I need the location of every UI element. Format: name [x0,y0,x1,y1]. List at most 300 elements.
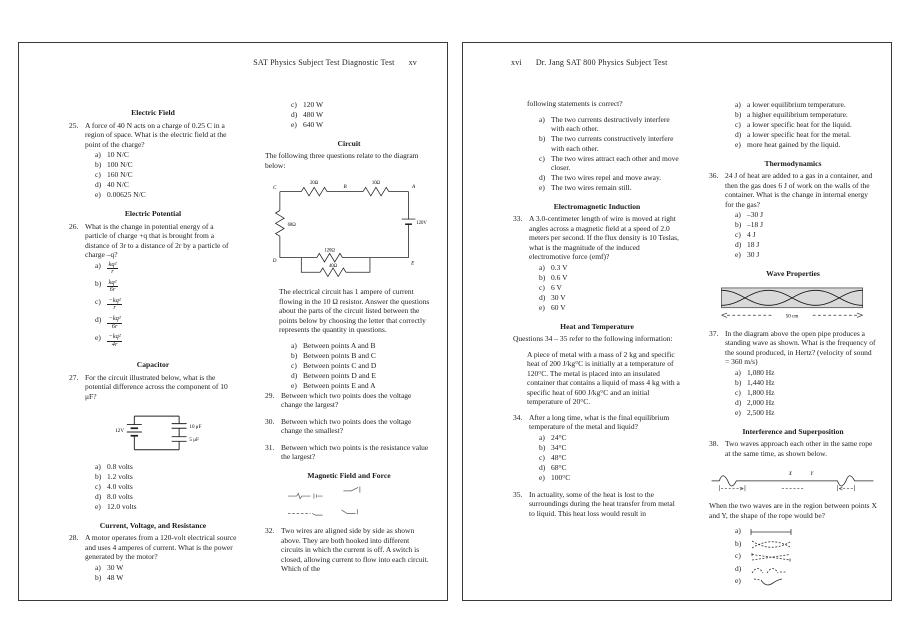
question-text: A 3.0-centimeter length of wire is moved at right angles across a magnetic field at a speed of 2.0 meters per second. If the flux density is 10 Teslas, what is the magnitude of the induced electromotive force (emf)? [529,214,679,261]
option-text: 30 V [551,292,566,302]
wave-sketch-single-dip [747,575,797,588]
question-number: 31. [265,442,275,452]
answer-option [95,190,237,200]
question-body [529,214,681,313]
answer-option [291,120,433,130]
answer-option [291,371,433,381]
option-letter: b) [291,350,298,360]
option-letter: c) [95,170,101,179]
option-text: 120 W [303,100,324,109]
option-letter: a) [95,150,101,159]
options-list [69,462,237,512]
answer-option [95,315,237,333]
wave-sketch-crossing-pulses [747,538,797,551]
option-text: 1.2 volts [107,472,133,482]
rope-waves-diagram [709,465,876,495]
question-text: What is the change in potential energy of a particle of charge +q that is brought from a distance of 3r to a distance of 2r by a particle of charge –q? [85,221,229,259]
two-wires-figure [265,483,433,523]
fraction-denominator: r [111,268,114,276]
option-letter: a) [95,462,101,472]
answer-option [735,564,877,576]
option-letter: c) [291,100,297,109]
node-c-label: C [273,185,277,192]
answer-option [735,110,877,120]
question-number: 25. [69,120,79,130]
option-letter: b) [95,160,102,169]
answer-option [735,250,877,260]
fraction-value [107,334,122,348]
option-letter: e) [291,120,297,129]
answer-option [539,263,681,273]
paragraph: following statements is correct? [527,99,623,108]
options-list [529,263,681,313]
answer-option [539,473,681,483]
option-text: The two wires repel and move away. [551,173,662,182]
question-number: 32. [265,526,275,535]
fraction-numerator: kq² [108,278,117,286]
question-number: 26. [69,221,79,231]
question-25 [69,121,237,201]
option-letter: d) [291,110,298,119]
fraction-numerator: −kq² [108,296,121,304]
answer-option [95,333,237,351]
option-text: a lower specific heat for the metal. [747,130,851,139]
paragraph: Questions 34 – 35 refer to the following information: [513,334,673,343]
question-text: 24 J of heat are added to a gas in a container, and then the gas does 6 J of work on the walls of the container. What is the change in internal energy for the gas? [725,171,873,209]
wave-sketch [747,575,797,588]
fraction-value [107,316,122,330]
option-text: 4.0 volts [107,482,133,492]
answer-option [735,230,877,240]
pipe-length-label: 50 cm [785,312,799,319]
option-letter: b) [735,377,742,387]
option-letter: b) [539,272,546,282]
options-list [709,100,877,150]
option-text: Between points D and E [303,370,376,380]
question-34 [513,413,681,483]
capacitor-circuit-diagram [97,408,209,456]
answer-option [95,180,237,190]
option-letter: d) [539,173,546,182]
question-body [281,417,433,436]
answer-option [291,351,433,361]
answer-option [735,240,877,250]
option-letter: a) [539,262,545,272]
option-text: a higher equilibrium temperature. [747,110,848,119]
two-wires-diagram [281,483,385,523]
question-body [725,329,877,418]
option-text: 48°C [551,452,567,462]
question-text: Two wires are aligned side by side as shown above. They are both hooked into different circuits in which the current is off. A switch is closed, allowing current to flow into each circuit. Which of the [281,526,429,573]
page-number: xvi [511,58,522,67]
option-text: a lower equilibrium temperature. [747,100,846,109]
option-letter: e) [735,140,741,149]
point-x-label: X [788,470,792,477]
answer-option [735,368,877,378]
answer-option [735,120,877,130]
answer-option [95,502,237,512]
option-letter: b) [735,220,742,229]
question-30 [265,417,433,436]
option-letter: b) [735,538,742,548]
running-title: SAT Physics Subject Test Diagnostic Test [253,58,395,67]
options-list [513,115,681,193]
answer-option [539,303,681,313]
option-letter: d) [735,397,742,407]
answer-option [539,453,681,463]
left-page-columns [69,99,433,594]
fraction-numerator: kq² [108,260,117,268]
fraction-numerator: −kq² [108,315,121,323]
option-letter: d) [735,563,742,573]
answer-option [539,273,681,283]
answer-option [735,551,877,563]
option-letter: d) [539,462,546,472]
section-heading: Capacitor [136,360,170,370]
option-text: 10 N/C [107,150,129,159]
option-letter: a) [735,526,741,535]
resistor-10-label: 10Ω [371,180,381,186]
main-circuit-figure [265,176,433,281]
option-letter: b) [95,572,102,582]
option-letter: b) [735,110,742,119]
answer-option [735,408,877,418]
option-text: –18 J [747,220,764,229]
option-letter: c) [735,387,741,397]
option-letter: d) [735,240,742,249]
answer-option [95,462,237,472]
options-list [709,526,877,588]
option-letter: a) [539,432,545,442]
question-36 [709,171,877,260]
answer-option [95,573,237,583]
fraction-numerator: −kq² [108,333,121,341]
question-number: 34. [513,412,523,422]
option-letter: d) [95,492,102,502]
paragraph: The electrical circuit has 1 ampere of current flowing in the 10 Ω resistor. Answer the questions about the parts of the circuit listed between the points below by choosing the letter that correctly represents the quantity in questions. [279,287,430,334]
option-text: 2,500 Hz [747,407,775,417]
question-number: 35. [513,489,523,499]
option-text: 0.00625 N/C [107,190,146,199]
fraction-denominator: r [113,304,116,312]
point-y-label: Y [810,470,814,477]
question-number: 36. [709,171,719,180]
option-text: 0.8 volts [107,462,133,472]
answer-option [291,381,433,391]
resistor-20-label: 20Ω [310,180,319,186]
option-letter: a) [95,562,101,572]
option-text: 12.0 volts [107,502,137,512]
section-heading: Heat and Temperature [560,321,634,331]
question-text: In actuality, some of the heat is lost to the surroundings during the heat transfer from metal to liquid. This heat loss would result in [529,489,675,518]
option-letter: e) [539,472,545,482]
paragraph: When the two waves are in the region between points X and Y, the shape of the rope would be? [709,501,877,520]
answer-option [539,433,681,443]
option-letter: e) [95,502,101,512]
options-list [265,341,433,391]
question-text: A motor operates from a 120-volt electrical source and uses 4 amperes of current. What is the power generated by the motor? [85,533,237,562]
section-heading: Current, Voltage, and Resistance [99,520,207,530]
capacitor-bottom-label: 5 μF [189,437,199,444]
option-text: a lower specific heat for the liquid. [747,120,852,129]
battery-label: 12V [115,428,125,435]
resistor-120-label: 120Ω [324,248,335,254]
answer-option [539,283,681,293]
wave-sketch [747,538,797,551]
question-28 [69,533,237,583]
question-text: In the diagram above the open pipe produces a standing wave as shown. What is the frequency of the sound produced, in Hertz? (velocity of sound = 360 m/s) [725,328,876,366]
wave-sketch [747,525,797,538]
node-e-label: E [411,260,415,267]
option-text: 30 W [107,562,124,572]
answer-option [735,388,877,398]
question-text: After a long time, what is the final equilibrium temperature of the metal and liquid? [529,412,670,431]
section-heading: Circuit [337,138,361,148]
section-heading: Wave Properties [766,269,820,278]
option-letter: e) [539,183,545,192]
wave-sketch-flat-line [747,525,797,538]
left-page [18,42,448,601]
option-letter: c) [539,282,545,292]
option-letter: d) [735,130,742,139]
right-page-columns [513,99,877,594]
answer-option [735,220,877,230]
answer-option [95,563,237,573]
option-letter: e) [95,190,101,199]
node-a-label: A [411,184,416,191]
option-letter: c) [291,360,297,370]
option-text: 0.6 V [551,272,568,282]
answer-option [539,463,681,473]
answer-option [735,378,877,388]
option-letter: a) [95,260,101,270]
option-text: 40 N/C [107,180,129,189]
option-letter: e) [735,576,741,585]
answer-option [735,140,877,150]
question-32 [265,526,433,574]
option-letter: e) [539,302,545,312]
option-text: 640 W [303,120,324,129]
option-text: Between points A and B [303,340,376,350]
question-body [529,413,681,483]
question-text: Between which two points is the resistance value the largest? [281,442,429,461]
option-letter: e) [95,333,101,343]
option-text: 8.0 volts [107,492,133,502]
option-letter: e) [291,380,297,390]
answer-option [95,170,237,180]
answer-option [539,115,681,134]
capacitor-top-label: 10 μF [189,424,202,431]
node-b-label: B [343,184,347,191]
question-number: 28. [69,533,79,543]
standing-wave-pipe-diagram [713,283,873,323]
question-text: Between which two points does the voltage change the largest? [281,390,412,409]
answer-option [735,526,877,538]
right-page-column-1 [513,99,681,594]
option-letter: d) [95,315,102,325]
answer-option [539,183,681,193]
fraction-value [107,262,118,276]
options-list [725,368,877,418]
option-text: 34°C [551,442,567,452]
option-text: The two wires remain still. [551,183,632,192]
option-letter: c) [539,452,545,462]
option-letter: d) [95,180,102,189]
option-letter: c) [95,482,101,492]
option-text: Between points C and D [303,360,377,370]
section-heading: Electromagnetic Induction [553,201,641,211]
question-38 [709,439,877,458]
question-body [725,171,877,260]
section-heading: Magnetic Field and Force [307,470,391,480]
options-list [85,261,237,351]
question-number: 38. [709,439,719,448]
answer-option [95,160,237,170]
option-text: 1,080 Hz [747,367,775,377]
option-text: 160 N/C [107,170,133,179]
section-heading: Thermodynamics [764,158,822,168]
answer-option [539,134,681,153]
option-text: 24°C [551,432,567,442]
answer-option [735,539,877,551]
answer-option [95,297,237,315]
question-37 [709,329,877,418]
option-letter: c) [539,153,545,163]
question-number: 33. [513,214,523,223]
option-text: 48 W [107,572,124,582]
paragraph: A piece of metal with a mass of 2 kg and specific heat of 200 J/kg°C is initially at a temperature of 120°C. The metal is placed into an insulated container that contains a liquid of mass 4 kg with a specific heat of 600 J/kg°C and an initial temperature of 20°C. [527,349,680,406]
wave-sketch-two-humps [747,563,797,576]
question-text: For the circuit illustrated below, what is the potential difference across the component of 10 μF? [85,372,228,401]
right-page [462,42,892,601]
question-body [529,490,681,519]
option-text: 100°C [551,472,571,482]
answer-option [95,482,237,492]
answer-option [735,100,877,110]
page-number: xv [408,58,417,67]
answer-option [735,576,877,588]
option-text: 60 V [551,302,566,312]
question-text: A force of 40 N acts on a charge of 0.25 C in a region of space. What is the electric field at the point of the charge? [85,120,227,149]
answer-option [95,492,237,502]
option-text: The two wires attract each other and move closer. [551,153,679,172]
resistor-40-label: 40Ω [328,264,338,270]
pipe-wave-figure [709,283,877,323]
right-page-column-2 [709,99,877,594]
option-text: 1,800 Hz [747,387,775,397]
option-text: –30 J [747,210,764,219]
option-text: more heat gained by the liquid. [747,140,841,149]
question-35 [513,490,681,519]
option-letter: d) [291,370,298,380]
wave-sketch [747,563,797,576]
left-page-header [253,58,417,67]
options-list [529,433,681,483]
option-text: 2,000 Hz [747,397,775,407]
paragraph: The following three questions relate to the diagram below: [265,151,419,170]
fraction-value [107,298,122,312]
answer-option [95,150,237,160]
option-letter: e) [735,250,741,259]
answer-option [539,443,681,453]
series-parallel-circuit-diagram [267,176,430,281]
question-text: Between which two points does the voltage change the smallest? [281,416,412,435]
question-body [85,373,237,402]
question-body [281,526,433,574]
answer-option [291,341,433,351]
question-body [281,443,433,462]
battery-120v-label: 120V [416,221,427,227]
option-text: 6 V [551,282,562,292]
options-list [85,563,237,583]
question-body [85,121,237,201]
option-text: 1,440 Hz [747,377,775,387]
option-letter: a) [291,340,297,350]
options-list [265,100,433,130]
answer-option [95,261,237,279]
answer-option [291,110,433,120]
option-letter: d) [539,292,546,302]
option-text: Between points B and C [303,350,376,360]
answer-option [735,130,877,140]
answer-option [291,361,433,371]
option-text: 30 J [747,250,760,259]
options-list [725,210,877,260]
answer-option [539,173,681,183]
question-text: Two waves approach each other in the same rope at the same time, as shown below. [725,439,873,458]
answer-option [735,210,877,220]
answer-option [539,154,681,173]
option-letter: a) [735,100,741,109]
option-text: 480 W [303,110,324,119]
fraction-denominator: 6r [109,286,116,294]
wave-sketch-shallow-crossing [747,550,797,563]
section-heading: Electric Potential [124,209,182,218]
option-letter: c) [735,120,741,129]
question-body [725,439,877,458]
option-letter: e) [735,407,741,417]
option-letter: b) [95,472,102,482]
fraction-denominator: 6r [111,322,118,330]
fraction-denominator: 4r [111,340,118,348]
node-d-label: D [272,257,277,264]
question-body [281,391,433,410]
left-page-column-2 [265,99,433,594]
options-list [85,150,237,200]
resistor-60-label: 60Ω [287,222,296,228]
option-letter: a) [735,367,741,377]
question-number: 29. [265,390,275,400]
left-page-column-1 [69,99,237,594]
capacitor-circuit-figure [69,408,237,456]
option-text: 100 N/C [107,160,133,169]
running-title: Dr. Jang SAT 800 Physics Subject Test [535,58,668,67]
question-number: 37. [709,328,719,338]
answer-option [735,398,877,408]
answer-option [95,279,237,297]
question-number: 30. [265,416,275,426]
wave-sketch [747,550,797,563]
option-letter: c) [735,551,741,560]
rope-waves-figure [709,465,877,495]
option-letter: a) [539,114,545,124]
question-body [85,533,237,583]
question-33 [513,214,681,313]
option-letter: b) [539,442,546,452]
option-text: 68°C [551,462,567,472]
option-text: 18 J [747,240,760,249]
question-29 [265,391,433,410]
